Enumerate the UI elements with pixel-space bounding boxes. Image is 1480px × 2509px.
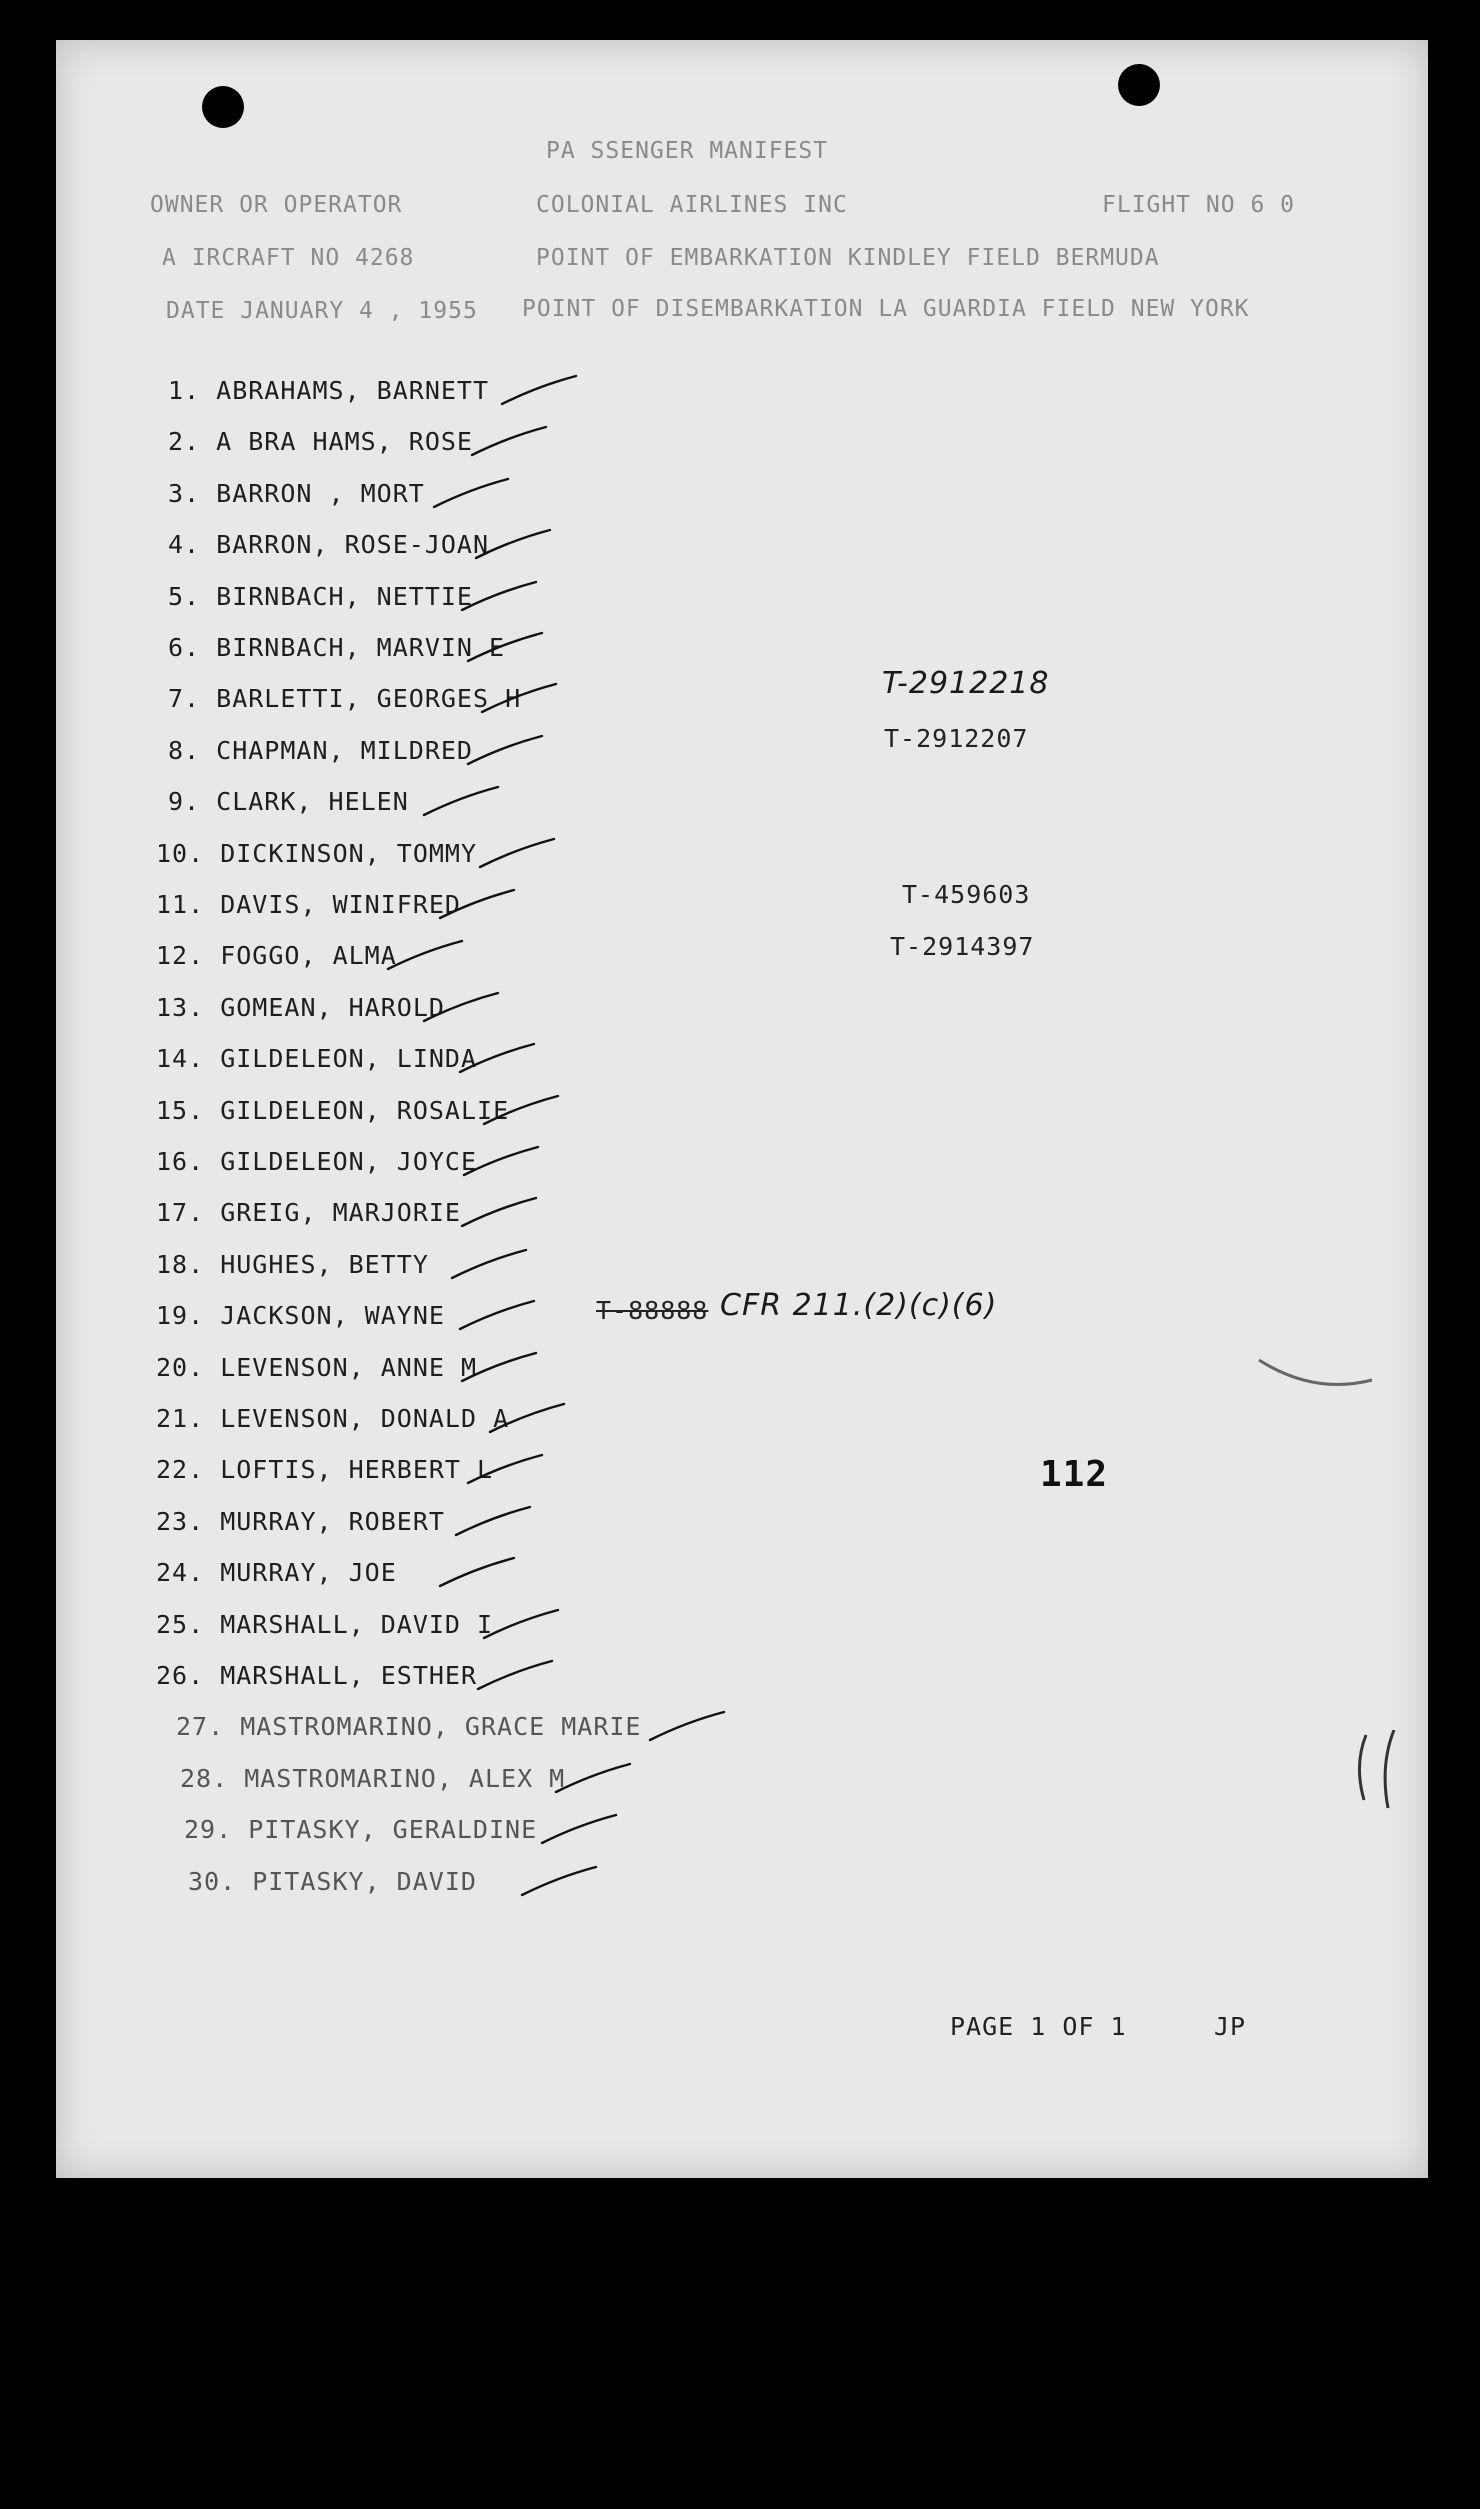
check-mark-icon [486,1396,576,1446]
embarkation-point: POINT OF EMBARKATION KINDLEY FIELD BERMUDA [536,245,1160,271]
ticket-number-foggo: T-2914397 [890,932,1035,961]
ticket-number-chapman: T-2912207 [884,724,1029,753]
passenger-name: 13. GOMEAN, HAROLD [156,992,445,1022]
ticket-number-davis: T-459603 [902,880,1031,909]
passenger-name: 5. BIRNBACH, NETTIE [168,581,473,611]
check-mark-icon [472,522,562,572]
check-mark-icon [452,1499,542,1549]
passenger-name: 8. CHAPMAN, MILDRED [168,735,473,765]
check-mark-icon [420,779,510,829]
check-mark-icon [458,574,548,624]
clerk-initials: JP [1214,2012,1247,2041]
check-mark-icon [436,882,526,932]
check-mark-icon [476,831,566,881]
check-mark-icon [384,933,474,983]
check-mark-icon [448,1242,538,1292]
check-mark-icon [430,471,520,521]
punch-hole-right [1118,64,1160,106]
page-count: PAGE 1 OF 1 [950,2012,1127,2041]
passenger-name: 25. MARSHALL, DAVID I [156,1609,494,1639]
disembarkation-point: POINT OF DISEMBARKATION LA GUARDIA FIELD NEW YORK [522,296,1250,322]
check-mark-icon [468,419,558,469]
passenger-name: 16. GILDELEON, JOYCE [156,1147,478,1176]
partial-seal-stamp [1254,1340,1374,1400]
passenger-name: 6. BIRNBACH, MARVIN E [168,633,506,662]
check-mark-icon [552,1756,642,1806]
passenger-name: 9. CLARK, HELEN [168,787,409,817]
passenger-name: 21. LEVENSON, DONALD A [156,1404,510,1433]
passenger-name: 20. LEVENSON, ANNE M [156,1352,478,1382]
check-mark-icon [480,1088,570,1138]
passenger-name: 18. HUGHES, BETTY [156,1249,429,1279]
check-mark-icon [538,1807,628,1857]
flight-date: DATE JANUARY 4 , 1955 [166,298,478,324]
owner-value: COLONIAL AIRLINES INC [536,192,848,218]
edge-marks [1346,1730,1406,1810]
passenger-name: 10. DICKINSON, TOMMY [156,838,478,868]
passenger-name: 17. GREIG, MARJORIE [156,1198,461,1228]
passenger-name: 11. DAVIS, WINIFRED [156,890,461,919]
check-mark-icon [464,728,554,778]
passenger-name: 4. BARRON, ROSE-JOAN [168,530,490,560]
passenger-name: 2. A BRA HAMS, ROSE [168,427,473,457]
check-mark-icon [464,625,554,675]
owner-label: OWNER OR OPERATOR [150,192,403,218]
check-mark-icon [518,1859,608,1909]
aircraft-number: A IRCRAFT NO 4268 [162,245,415,271]
passenger-name: 7. BARLETTI, GEORGES H [168,684,522,714]
check-mark-icon [458,1345,548,1395]
passenger-name: 29. PITASKY, GERALDINE [184,1815,538,1845]
check-mark-icon [498,368,588,418]
check-mark-icon [464,1447,554,1497]
check-mark-icon [456,1293,546,1343]
passenger-name: 14. GILDELEON, LINDA [156,1044,478,1074]
passenger-name: 28. MASTROMARINO, ALEX M [180,1763,566,1793]
check-mark-icon [458,1190,548,1240]
passenger-name: 30. PITASKY, DAVID [188,1866,477,1896]
flight-number: FLIGHT NO 6 0 [1102,192,1296,218]
passenger-name: 1. ABRAHAMS, BARNETT [168,376,490,405]
manifest-page [56,40,1428,2178]
passenger-name: 22. LOFTIS, HERBERT L [156,1455,494,1485]
check-mark-icon [646,1704,736,1754]
check-mark-icon [474,1653,564,1703]
punch-hole-left [202,86,244,128]
page-number-stamp: 112 [1040,1454,1109,1495]
check-mark-icon [420,985,510,1035]
passenger-name: 24. MURRAY, JOE [156,1558,397,1588]
check-mark-icon [478,676,568,726]
cfr-citation-note: CFR 211.(2)(c)(6) [720,1288,998,1323]
check-mark-icon [436,1550,526,1600]
ticket-note-barletti: T-2912218 [882,666,1050,701]
passenger-name: 27. MASTROMARINO, GRACE MARIE [176,1712,642,1742]
passenger-name: 23. MURRAY, ROBERT [156,1506,445,1536]
passenger-name: 15. GILDELEON, ROSALIE [156,1095,510,1125]
check-mark-icon [480,1602,570,1652]
manifest-title: PA SSENGER MANIFEST [546,138,829,164]
passenger-name: 19. JACKSON, WAYNE [156,1301,445,1331]
struck-ticket-jackson: T-88888 [596,1296,709,1325]
passenger-name: 26. MARSHALL, ESTHER [156,1661,478,1690]
check-mark-icon [456,1036,546,1086]
passenger-name: 12. FOGGO, ALMA [156,941,397,971]
check-mark-icon [460,1139,550,1189]
passenger-name: 3. BARRON , MORT [168,478,425,508]
